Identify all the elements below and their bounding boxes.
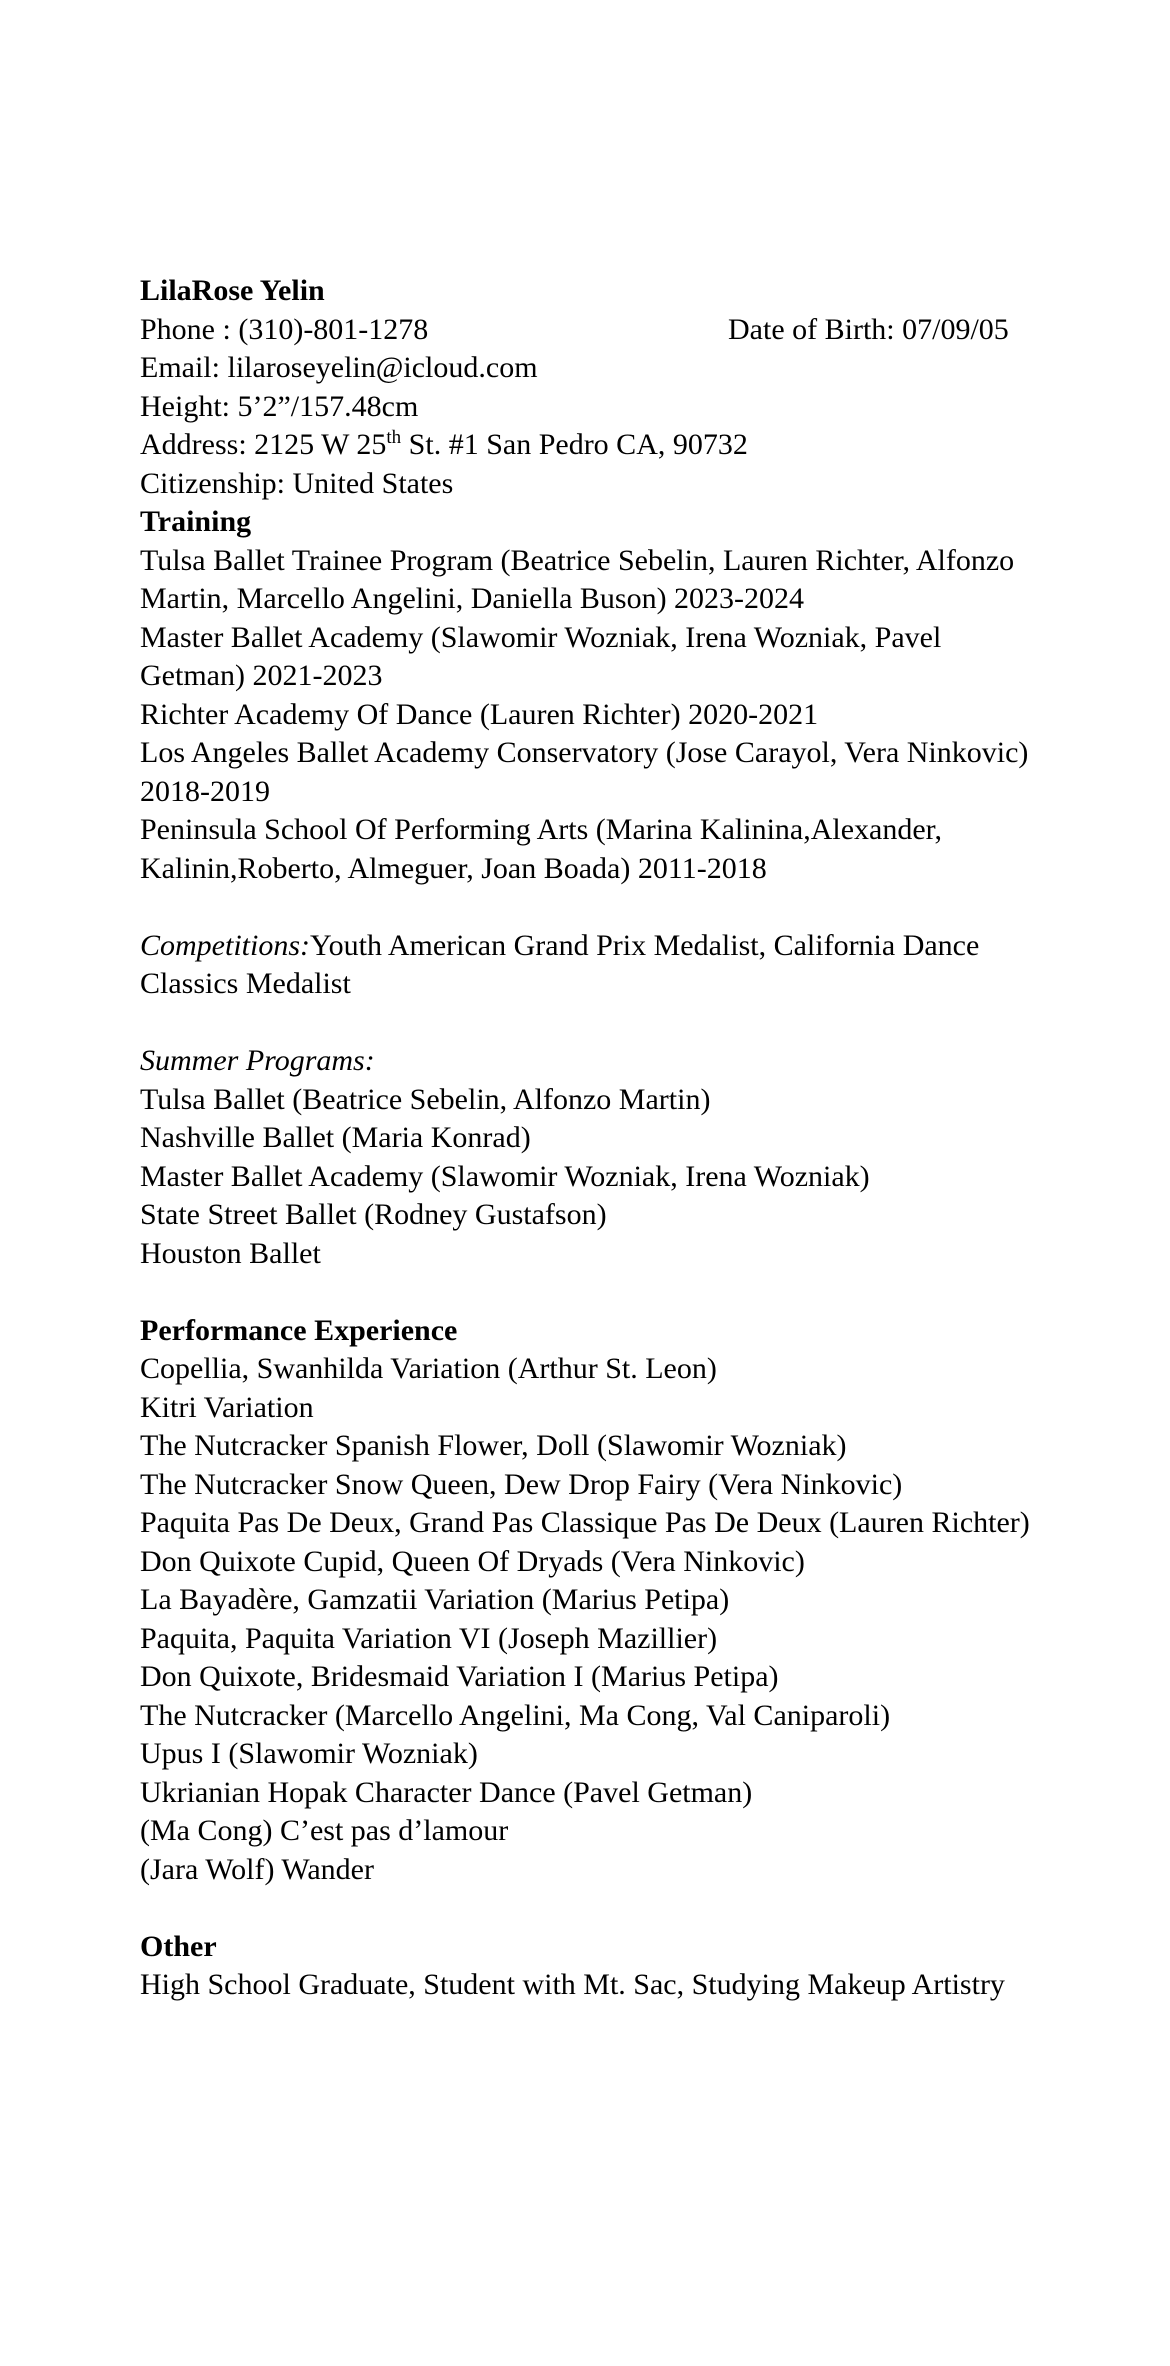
training-list (140, 542, 1037, 889)
date-of-birth-value: Date of Birth: 07/09/05 (728, 312, 1009, 346)
performance-item: Kitri Variation (140, 1390, 314, 1424)
training-item: Peninsula School Of Performing Arts (Marina Kalinina,Alexander, Kalinin,Roberto, Almeguer, Joan Boada) 2011-2018 (140, 813, 942, 885)
other-text: High School Graduate, Student with Mt. Sac, Studying Makeup Artistry (140, 1968, 1005, 2001)
competitions-text: Youth American Grand Prix Medalist, California Dance Classics Medalist (140, 928, 980, 1000)
performance-item: Paquita, Paquita Variation VI (Joseph Mazillier) (140, 1621, 718, 1655)
performance-item: The Nutcracker Snow Queen, Dew Drop Fairy (Vera Ninkovic) (140, 1467, 903, 1501)
summer-program-item: Tulsa Ballet (Beatrice Sebelin, Alfonzo Martin) (140, 1082, 711, 1116)
training-heading: Training (140, 505, 252, 538)
performance-item: Paquita Pas De Deux, Grand Pas Classique Pas De Deux (Lauren Richter) (140, 1506, 1030, 1539)
performance-list (140, 1350, 1037, 1889)
training-item: Richter Academy Of Dance (Lauren Richter) 2020-2021 (140, 697, 819, 731)
summer-program-item: Master Ballet Academy (Slawomir Wozniak, Irena Wozniak) (140, 1159, 870, 1193)
address-prefix: Address: 2125 W 25 (140, 428, 387, 461)
performance-item: (Ma Cong) C’est pas d’lamour (140, 1814, 509, 1847)
summer-program-item: Nashville Ballet (Maria Konrad) (140, 1121, 531, 1154)
performance-item: La Bayadère, Gamzatii Variation (Marius Petipa) (140, 1583, 730, 1616)
performance-item: (Jara Wolf) Wander (140, 1852, 374, 1886)
height-value: Height: 5’2”/157.48cm (140, 389, 419, 423)
training-item: Los Angeles Ballet Academy Conservatory (Jose Carayol, Vera Ninkovic) 2018-2019 (140, 736, 1029, 808)
phone-dob-row (140, 311, 1037, 350)
address-suffix: St. #1 San Pedro CA, 90732 (401, 428, 748, 461)
summer-program-item: Houston Ballet (140, 1236, 321, 1270)
performance-item: Don Quixote, Bridesmaid Variation I (Marius Petipa) (140, 1660, 779, 1693)
address-value (140, 426, 1037, 465)
spacer (140, 1004, 1037, 1043)
phone-value: Phone : (310)-801-1278 (140, 312, 429, 346)
performance-item: Copellia, Swanhilda Variation (Arthur St. Leon) (140, 1352, 717, 1385)
competitions-paragraph (140, 927, 1037, 1004)
summer-programs-label: Summer Programs: (140, 1044, 375, 1077)
spacer (140, 888, 1037, 927)
other-heading: Other (140, 1929, 217, 1963)
performance-item: Don Quixote Cupid, Queen Of Dryads (Vera Ninkovic) (140, 1544, 805, 1578)
competitions-label: Competitions: (140, 928, 310, 962)
performance-item: The Nutcracker (Marcello Angelini, Ma Cong, Val Caniparoli) (140, 1698, 891, 1732)
person-name: LilaRose Yelin (140, 274, 325, 307)
training-item: Tulsa Ballet Trainee Program (Beatrice Sebelin, Lauren Richter, Alfonzo Martin, Marcello Angelini, Daniella Buson) 2023-2024 (140, 543, 1015, 615)
address-ordinal-superscript: th (386, 427, 402, 448)
email-value: Email: lilaroseyelin@icloud.com (140, 351, 538, 384)
spacer (140, 1889, 1037, 1928)
summer-programs-list (140, 1081, 1037, 1274)
performance-heading: Performance Experience (140, 1313, 458, 1347)
performance-item: Ukrianian Hopak Character Dance (Pavel Getman) (140, 1775, 753, 1809)
citizenship-value: Citizenship: United States (140, 466, 454, 500)
performance-item: The Nutcracker Spanish Flower, Doll (Slawomir Wozniak) (140, 1429, 847, 1462)
spacer (140, 1273, 1037, 1312)
training-item: Master Ballet Academy (Slawomir Wozniak, Irena Wozniak, Pavel Getman) 2021-2023 (140, 620, 942, 692)
performance-item: Upus I (Slawomir Wozniak) (140, 1737, 478, 1770)
summer-program-item: State Street Ballet (Rodney Gustafson) (140, 1198, 607, 1231)
